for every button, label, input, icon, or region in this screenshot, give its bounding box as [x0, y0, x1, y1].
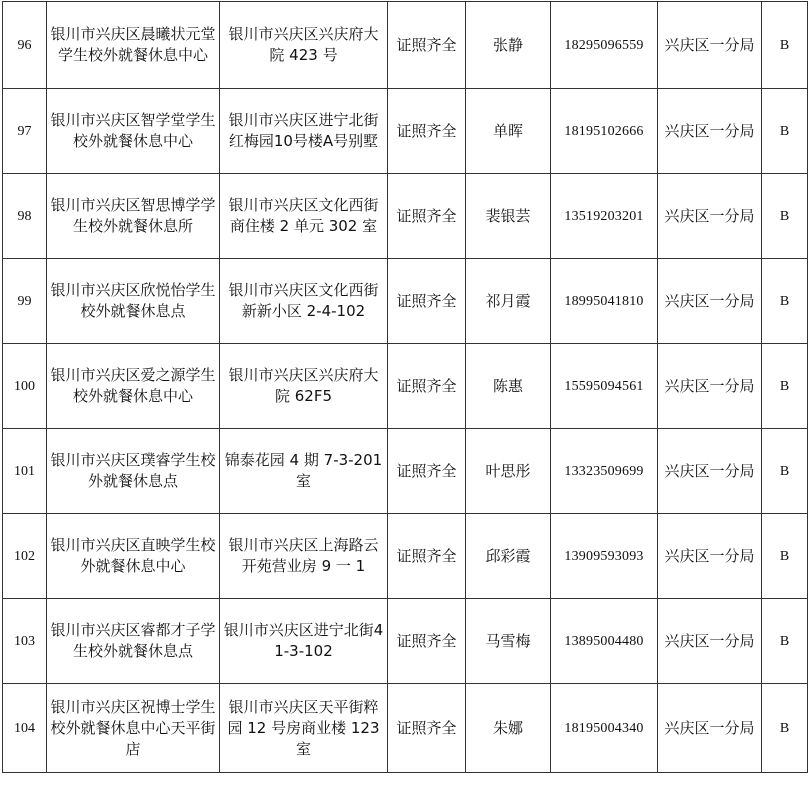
contact-person: 叶思彤: [466, 429, 551, 514]
venue-address: 银川市兴庆区进宁北街41-3-102: [220, 599, 388, 684]
supervising-bureau: 兴庆区一分局: [658, 514, 762, 599]
venue-address: 银川市兴庆区文化西街新新小区 2-4-102: [220, 259, 388, 344]
table-row: [3, 174, 808, 259]
license-status: 证照齐全: [388, 89, 466, 174]
supervising-bureau: 兴庆区一分局: [658, 429, 762, 514]
supervising-bureau: 兴庆区一分局: [658, 259, 762, 344]
contact-person: 邱彩霞: [466, 514, 551, 599]
phone-number: 15595094561: [551, 344, 658, 429]
grade: B: [762, 514, 808, 599]
contact-person: 朱娜: [466, 684, 551, 773]
contact-person: 祁月霞: [466, 259, 551, 344]
venue-name: 银川市兴庆区直映学生校外就餐休息中心: [47, 514, 220, 599]
row-index: 99: [3, 259, 47, 344]
phone-number: 18295096559: [551, 2, 658, 89]
license-status: 证照齐全: [388, 2, 466, 89]
supervising-bureau: 兴庆区一分局: [658, 89, 762, 174]
venue-address: 锦泰花园 4 期 7-3-201 室: [220, 429, 388, 514]
phone-number: 13909593093: [551, 514, 658, 599]
table-row: [3, 259, 808, 344]
grade: B: [762, 174, 808, 259]
row-index: 103: [3, 599, 47, 684]
venue-address: 银川市兴庆区文化西街商住楼 2 单元 302 室: [220, 174, 388, 259]
phone-number: 18195004340: [551, 684, 658, 773]
contact-person: 裴银芸: [466, 174, 551, 259]
grade: B: [762, 89, 808, 174]
grade: B: [762, 429, 808, 514]
license-status: 证照齐全: [388, 684, 466, 773]
table-row: [3, 2, 808, 89]
venue-address: 银川市兴庆区上海路云开苑营业房 9 一 1: [220, 514, 388, 599]
table-row: [3, 429, 808, 514]
row-index: 96: [3, 2, 47, 89]
records-table: [2, 1, 808, 773]
row-index: 104: [3, 684, 47, 773]
table-row: [3, 684, 808, 773]
venue-name: 银川市兴庆区智学堂学生校外就餐休息中心: [47, 89, 220, 174]
contact-person: 陈惠: [466, 344, 551, 429]
license-status: 证照齐全: [388, 429, 466, 514]
phone-number: 18195102666: [551, 89, 658, 174]
venue-name: 银川市兴庆区璞睿学生校外就餐休息点: [47, 429, 220, 514]
venue-name: 银川市兴庆区睿都才子学生校外就餐休息点: [47, 599, 220, 684]
supervising-bureau: 兴庆区一分局: [658, 684, 762, 773]
venue-name: 银川市兴庆区欣悦怡学生校外就餐休息点: [47, 259, 220, 344]
phone-number: 13323509699: [551, 429, 658, 514]
venue-name: 银川市兴庆区晨曦状元堂学生校外就餐休息中心: [47, 2, 220, 89]
row-index: 101: [3, 429, 47, 514]
table-row: [3, 344, 808, 429]
venue-name: 银川市兴庆区智思博学学生校外就餐休息所: [47, 174, 220, 259]
supervising-bureau: 兴庆区一分局: [658, 2, 762, 89]
contact-person: 张静: [466, 2, 551, 89]
venue-name: 银川市兴庆区爱之源学生校外就餐休息中心: [47, 344, 220, 429]
row-index: 100: [3, 344, 47, 429]
table-row: [3, 89, 808, 174]
phone-number: 13895004480: [551, 599, 658, 684]
venue-address: 银川市兴庆区天平街粹园 12 号房商业楼 123 室: [220, 684, 388, 773]
license-status: 证照齐全: [388, 514, 466, 599]
phone-number: 18995041810: [551, 259, 658, 344]
contact-person: 单晖: [466, 89, 551, 174]
table-row: [3, 599, 808, 684]
venue-name: 银川市兴庆区祝博士学生校外就餐休息中心天平街店: [47, 684, 220, 773]
license-status: 证照齐全: [388, 259, 466, 344]
venue-address: 银川市兴庆区兴庆府大院 62F5: [220, 344, 388, 429]
document-page: [2, 1, 807, 784]
venue-address: 银川市兴庆区进宁北街红梅园10号楼A号别墅: [220, 89, 388, 174]
venue-address: 银川市兴庆区兴庆府大院 423 号: [220, 2, 388, 89]
license-status: 证照齐全: [388, 599, 466, 684]
contact-person: 马雪梅: [466, 599, 551, 684]
grade: B: [762, 2, 808, 89]
supervising-bureau: 兴庆区一分局: [658, 174, 762, 259]
row-index: 97: [3, 89, 47, 174]
supervising-bureau: 兴庆区一分局: [658, 599, 762, 684]
grade: B: [762, 344, 808, 429]
table-row: [3, 514, 808, 599]
grade: B: [762, 684, 808, 773]
license-status: 证照齐全: [388, 174, 466, 259]
grade: B: [762, 599, 808, 684]
phone-number: 13519203201: [551, 174, 658, 259]
license-status: 证照齐全: [388, 344, 466, 429]
grade: B: [762, 259, 808, 344]
supervising-bureau: 兴庆区一分局: [658, 344, 762, 429]
row-index: 98: [3, 174, 47, 259]
row-index: 102: [3, 514, 47, 599]
